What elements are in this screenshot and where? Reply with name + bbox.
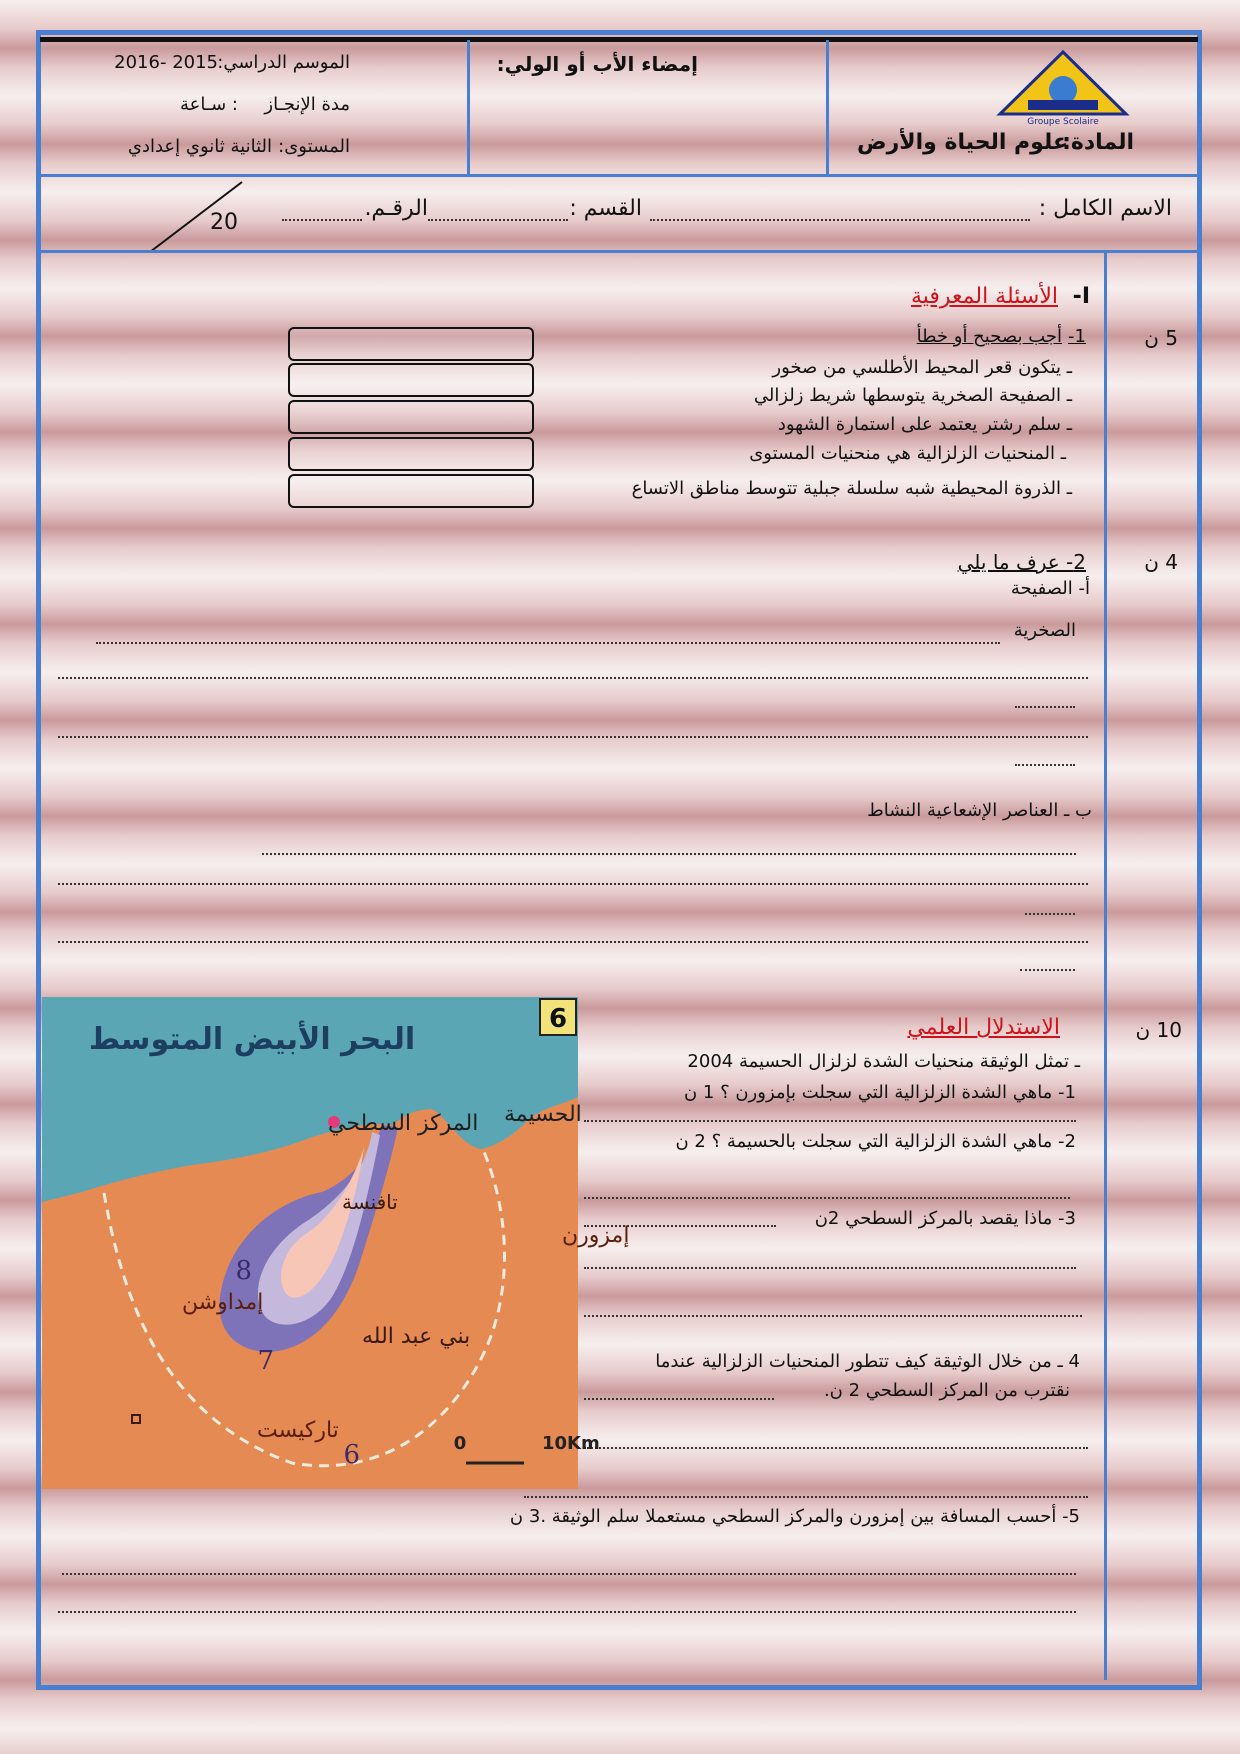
answer-line[interactable] bbox=[584, 1267, 1076, 1269]
question-1: 1- ماهي الشدة الزلزالية التي سجلت بإمزورن ؟ 1 ن bbox=[683, 1082, 1076, 1103]
isoline-label-7: 7 bbox=[257, 1346, 274, 1376]
scale-label: 10Km bbox=[542, 1433, 600, 1454]
answer-box-3[interactable] bbox=[288, 400, 534, 434]
number-label: الرقـم. bbox=[364, 196, 428, 221]
q2-points: 4 ن bbox=[1144, 550, 1178, 574]
answer-line[interactable] bbox=[584, 1447, 1088, 1449]
exam-header bbox=[40, 37, 1198, 174]
season-value: 2015 -2016 bbox=[114, 52, 218, 73]
question-4-line1: 4 ـ من خلال الوثيقة كيف تتطور المنحنيات الزلزالية عندما bbox=[655, 1351, 1080, 1372]
q1-title: أجب بصحيح أو خطأ bbox=[916, 326, 1062, 347]
level-value: الثانية ثانوي إعدادي bbox=[127, 136, 272, 157]
header-divider bbox=[826, 40, 829, 174]
intensity-map bbox=[42, 997, 630, 1489]
number-field[interactable] bbox=[282, 219, 362, 221]
duration-label: مدة الإنجـاز bbox=[264, 94, 350, 115]
q2b-text: ب ـ العناصر الإشعاعية النشاط bbox=[867, 800, 1092, 821]
points-column-divider bbox=[1104, 253, 1107, 1680]
sea-label: البحر الأبيض المتوسط bbox=[88, 1022, 416, 1057]
statement-2: ـ الصفيحة الصخرية يتوسطها شريط زلزالي bbox=[753, 385, 1072, 406]
header-bottom-line bbox=[40, 174, 1198, 177]
subject-label: المادة: bbox=[1062, 130, 1134, 155]
subject-name: علوم الحياة والأرض bbox=[857, 130, 1068, 155]
answer-line[interactable] bbox=[584, 1120, 1076, 1122]
answer-line[interactable] bbox=[584, 1197, 1070, 1199]
doc-number: 6 bbox=[548, 1004, 568, 1034]
targuist-label: تاركيست bbox=[257, 1418, 339, 1443]
answer-line[interactable] bbox=[524, 1496, 1088, 1498]
answer-line[interactable] bbox=[1025, 913, 1075, 915]
answer-line[interactable] bbox=[58, 736, 1088, 738]
question-2: 2- ماهي الشدة الزلزالية التي سجلت بالحسيمة ؟ 2 ن bbox=[675, 1131, 1076, 1152]
info-bottom-line bbox=[40, 250, 1198, 253]
answer-line[interactable] bbox=[262, 853, 1076, 855]
answer-box-1[interactable] bbox=[288, 327, 534, 361]
level-label: المستوى: bbox=[278, 136, 350, 157]
statement-5: ـ الذروة المحيطية شبه سلسلة جبلية تتوسط مناطق الاتساع bbox=[631, 478, 1072, 499]
duration-value: : سـاعة bbox=[179, 94, 238, 115]
isoline-label-6: 6 bbox=[343, 1440, 360, 1470]
question-5: 5- أحسب المسافة بين إمزورن والمركز السطحي مستعملا سلم الوثيقة .3 ن bbox=[509, 1506, 1080, 1527]
statement-4: ـ المنحنيات الزلزالية هي منحنيات المستوى bbox=[749, 443, 1066, 464]
question-4-line2: نقترب من المركز السطحي 2 ن. bbox=[823, 1380, 1070, 1401]
section2-title: الاستدلال العلمي bbox=[907, 1015, 1060, 1040]
answer-line[interactable] bbox=[58, 1611, 1076, 1613]
section2-intro: ـ تمثل الوثيقة منحنيات الشدة لزلزال الحسيمة 2004 bbox=[687, 1051, 1080, 1072]
answer-box-2[interactable] bbox=[288, 363, 534, 397]
alhoceima-label: الحسيمة bbox=[504, 1102, 582, 1127]
q1-points: 5 ن bbox=[1144, 326, 1178, 350]
q2-title: 2- عرف ما يلي bbox=[957, 550, 1086, 574]
answer-line[interactable] bbox=[58, 941, 1088, 943]
section2-points: 10 ن bbox=[1135, 1018, 1182, 1042]
answer-line[interactable] bbox=[58, 883, 1088, 885]
section-field[interactable] bbox=[428, 219, 568, 221]
epicenter-label: المركز السطحي bbox=[328, 1111, 479, 1136]
answer-line[interactable] bbox=[96, 642, 1000, 644]
answer-line[interactable] bbox=[58, 677, 1088, 679]
answer-line[interactable] bbox=[584, 1315, 1082, 1317]
scale-zero: 0 bbox=[453, 1433, 467, 1454]
q1-number: 1- bbox=[1068, 326, 1086, 347]
q2a-line1: أ- الصفيحة bbox=[1010, 578, 1090, 599]
question-3: 3- ماذا يقصد بالمركز السطحي 2ن bbox=[814, 1208, 1076, 1229]
full-name-label: الاسم الكامل : bbox=[1038, 196, 1172, 221]
full-name-field[interactable] bbox=[650, 219, 1030, 221]
imzouren-label: إمزورن bbox=[562, 1223, 630, 1248]
tafensa-label: تافنسة bbox=[342, 1190, 398, 1214]
answer-box-4[interactable] bbox=[288, 437, 534, 471]
grade-total: 20 bbox=[210, 210, 238, 235]
q2a-line2: الصخرية bbox=[1013, 620, 1076, 641]
answer-line[interactable] bbox=[584, 1398, 774, 1400]
parent-signature-label: إمضاء الأب أو الولي: bbox=[496, 52, 698, 76]
answer-line[interactable] bbox=[1020, 969, 1075, 971]
beni-abdellah-label: بني عبد الله bbox=[362, 1324, 471, 1349]
statement-3: ـ سلم رشتر يعتمد على استمارة الشهود bbox=[777, 414, 1072, 435]
section1-title: الأسئلة المعرفية bbox=[910, 284, 1058, 309]
header-divider bbox=[467, 40, 470, 174]
answer-box-5[interactable] bbox=[288, 474, 534, 508]
season-label: الموسم الدراسي: bbox=[217, 52, 350, 73]
answer-line[interactable] bbox=[1015, 706, 1075, 708]
section1-prefix: I- bbox=[1072, 284, 1090, 309]
imdaouchen-label: إمداوشن bbox=[182, 1290, 264, 1315]
school-logo-label: Groupe Scolaire bbox=[1027, 117, 1099, 127]
answer-line[interactable] bbox=[1015, 764, 1075, 766]
answer-line[interactable] bbox=[62, 1573, 1076, 1575]
section-label: القسم : bbox=[569, 196, 642, 221]
school-logo-icon bbox=[998, 50, 1128, 126]
statement-1: ـ يتكون قعر المحيط الأطلسي من صخور bbox=[772, 357, 1072, 378]
isoline-label-8: 8 bbox=[235, 1256, 252, 1286]
